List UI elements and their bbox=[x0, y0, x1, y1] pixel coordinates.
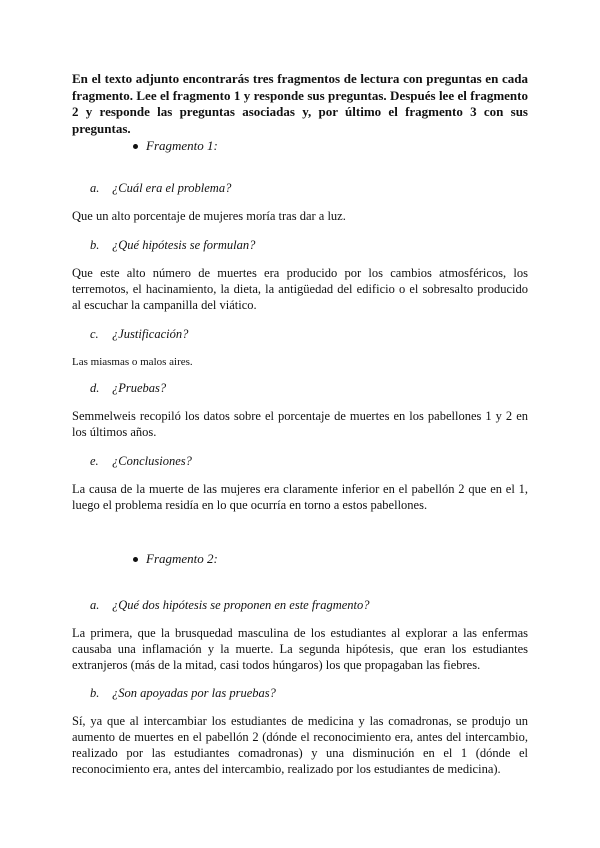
bullet-icon bbox=[133, 144, 138, 149]
question-letter: a. bbox=[90, 598, 100, 612]
fragment-1-question-e bbox=[90, 453, 192, 469]
fragment-1-question-d bbox=[90, 380, 166, 396]
question-text: ¿Cuál era el problema? bbox=[112, 181, 232, 195]
fragment-2-title: Fragmento 2: bbox=[146, 551, 218, 566]
fragment-2-question-b bbox=[90, 685, 276, 701]
question-letter: b. bbox=[90, 686, 100, 700]
fragment-2-heading bbox=[133, 551, 218, 567]
question-text: ¿Conclusiones? bbox=[112, 454, 192, 468]
fragment-1-question-c bbox=[90, 326, 188, 342]
fragment-1-answer-c: Las miasmas o malos aires. bbox=[72, 356, 193, 368]
question-text: ¿Justificación? bbox=[112, 327, 189, 341]
fragment-1-answer-d: Semmelweis recopiló los datos sobre el porcentaje de muertes en los pabellones 1 y 2 en los últimos años. bbox=[72, 409, 528, 439]
question-letter: a. bbox=[90, 181, 100, 195]
question-letter: d. bbox=[90, 381, 100, 395]
fragment-1-answer-a: Que un alto porcentaje de mujeres moría tras dar a luz. bbox=[72, 209, 346, 223]
question-text: ¿Qué dos hipótesis se proponen en este fragmento? bbox=[112, 598, 370, 612]
question-letter: e. bbox=[90, 454, 99, 468]
fragment-1-question-a bbox=[90, 180, 231, 196]
fragment-1-answer-b: Que este alto número de muertes era producido por los cambios atmosféricos, los terremotos, el hacinamiento, la dieta, la antigüedad del edificio o el sobresalto producido al escuchar la campanilla del viático. bbox=[72, 266, 528, 312]
fragment-1-question-b bbox=[90, 237, 255, 253]
question-text: ¿Son apoyadas por las pruebas? bbox=[112, 686, 276, 700]
question-text: ¿Qué hipótesis se formulan? bbox=[112, 238, 256, 252]
fragment-2-question-a bbox=[90, 597, 370, 613]
bullet-icon bbox=[133, 557, 138, 562]
fragment-2-answer-a: La primera, que la brusquedad masculina de los estudiantes al explorar a las enfermas causaba una inflamación y la muerte. La segunda hipótesis, que eran los estudiantes extranjeros (más de la mitad, casi todos húngaros) los que propagaban las fiebres. bbox=[72, 626, 528, 672]
intro-paragraph: En el texto adjunto encontrarás tres fragmentos de lectura con preguntas en cada fragmento. Lee el fragmento 1 y responde sus preguntas. Después lee el fragmento 2 y responde las preguntas asociadas y, por último el fragmento 3 con sus preguntas. bbox=[72, 71, 528, 136]
fragment-1-answer-e: La causa de la muerte de las mujeres era claramente inferior en el pabellón 2 que en el 1, luego el problema residía en lo que ocurría en torno a estos pabellones. bbox=[72, 482, 528, 512]
fragment-1-title: Fragmento 1: bbox=[146, 138, 218, 153]
fragment-2-answer-b: Sí, ya que al intercambiar los estudiantes de medicina y las comadronas, se produjo un aumento de muertes en el pabellón 2 (dónde el reconocimiento era, antes del intercambio, realizado por las estudiantes comadronas) y una disminución en el 1 (dónde el reconocimiento era, antes del intercambio, realizado por los estudiantes de medicina). bbox=[72, 714, 528, 776]
fragment-1-heading bbox=[133, 138, 218, 154]
question-letter: c. bbox=[90, 327, 99, 341]
question-text: ¿Pruebas? bbox=[112, 381, 167, 395]
question-letter: b. bbox=[90, 238, 100, 252]
